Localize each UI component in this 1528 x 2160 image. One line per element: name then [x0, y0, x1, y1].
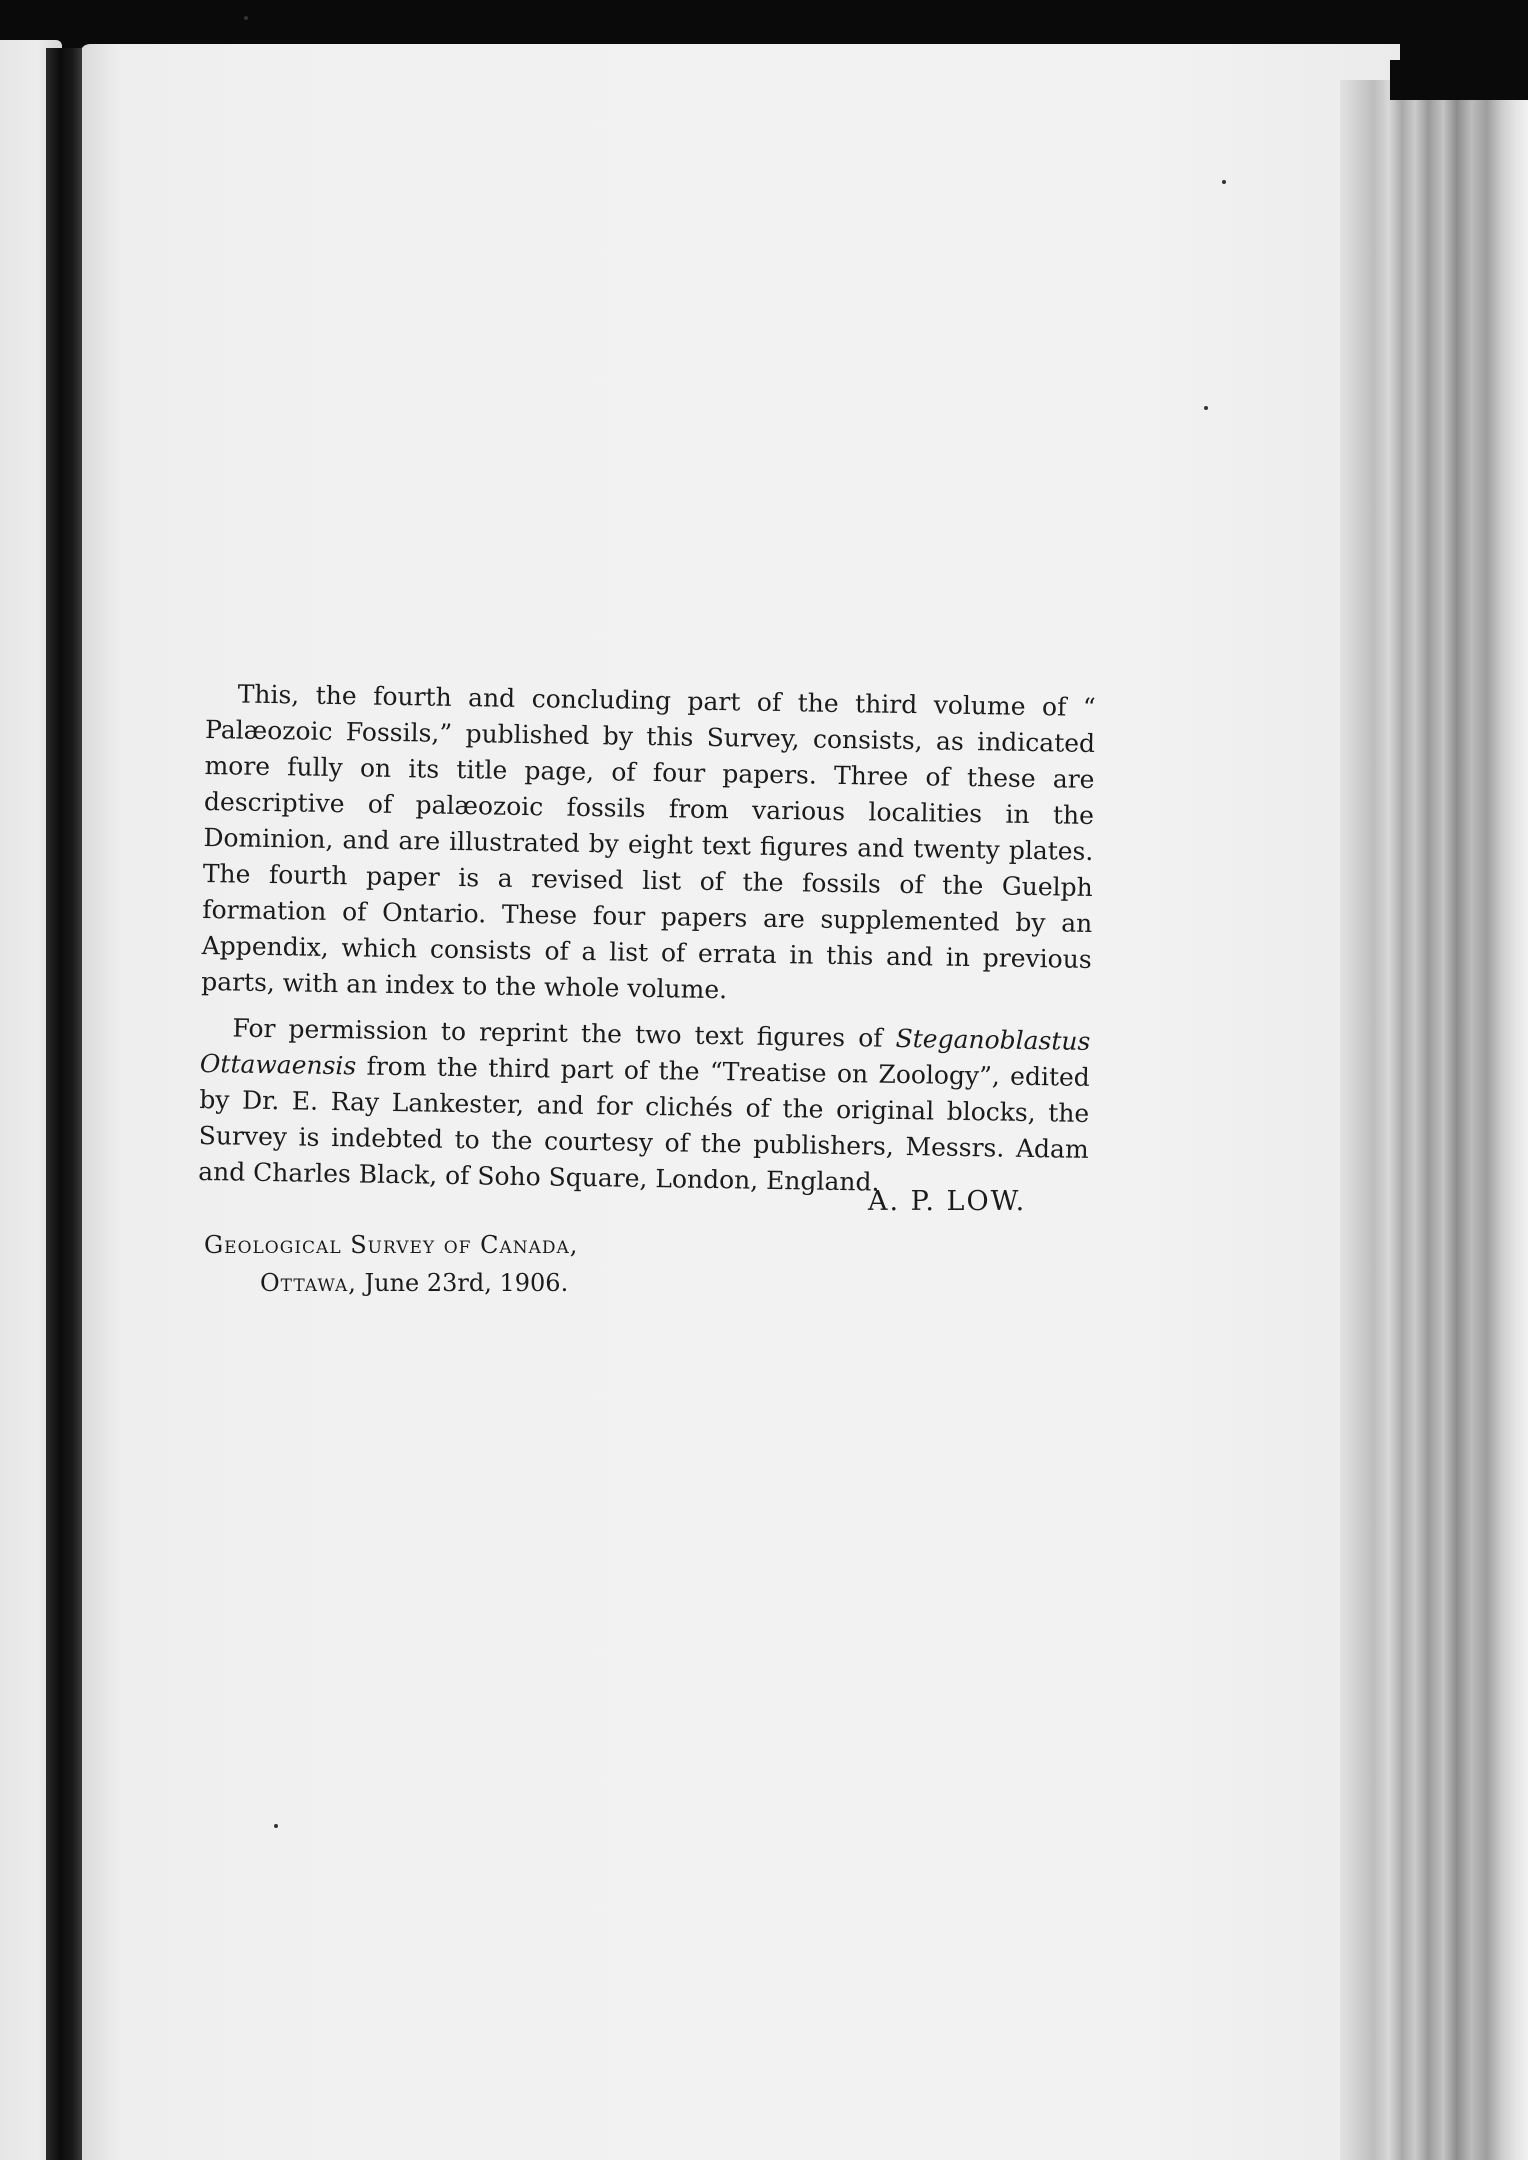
preface-paragraph-2 — [198, 1010, 1091, 1204]
affiliation-block — [204, 1226, 578, 1302]
binding-gutter — [46, 48, 82, 2160]
preface-text — [198, 676, 1096, 1214]
organization-name: Geological Survey of Canada, — [204, 1231, 579, 1259]
place-date-line — [204, 1264, 578, 1302]
dust-speck — [1204, 406, 1208, 410]
dust-speck — [1222, 180, 1226, 184]
dust-speck — [244, 16, 248, 20]
city-name: Ottawa, — [260, 1269, 357, 1297]
organization-line — [204, 1226, 578, 1264]
background-corner — [1390, 60, 1528, 100]
preface-paragraph-1: This, the fourth and concluding part of the third volume of “ Palæozoic Fossils,” published by this Survey, consists, as indicated more fully on its title page, of four papers. Three of these are descriptive of palæozoic fossils from various localities in the Dominion, and are illustrated by eight text figures and twenty plates. The fourth paper is a revised list of the fossils of the Guelph formation of Ontario. These four papers are supplemented by an Appendix, which consists of a list of errata in this and in previous parts, with an index to the whole volume. — [200, 679, 1096, 1005]
author-signature: A. P. LOW. — [868, 1186, 1027, 1217]
page-edges-stack — [1340, 80, 1528, 2160]
dust-speck — [274, 1824, 278, 1828]
paragraph-2-text-end: from the third part of the “Treatise on Zoology”, edited by Dr. E. Ray Lankester, and for clichés of the original blocks, the Survey is indebted to the courtesy of the publishers, Messrs. Adam and Charles Black, of Soho Square, London, England. — [197, 1051, 1091, 1197]
species-name: Steganoblastus Ottawaensis — [199, 1023, 1091, 1081]
paragraph-2-text-start: For permission to reprint the two text figures of — [232, 1013, 896, 1053]
date-text: June 23rd, 1906. — [364, 1269, 569, 1297]
